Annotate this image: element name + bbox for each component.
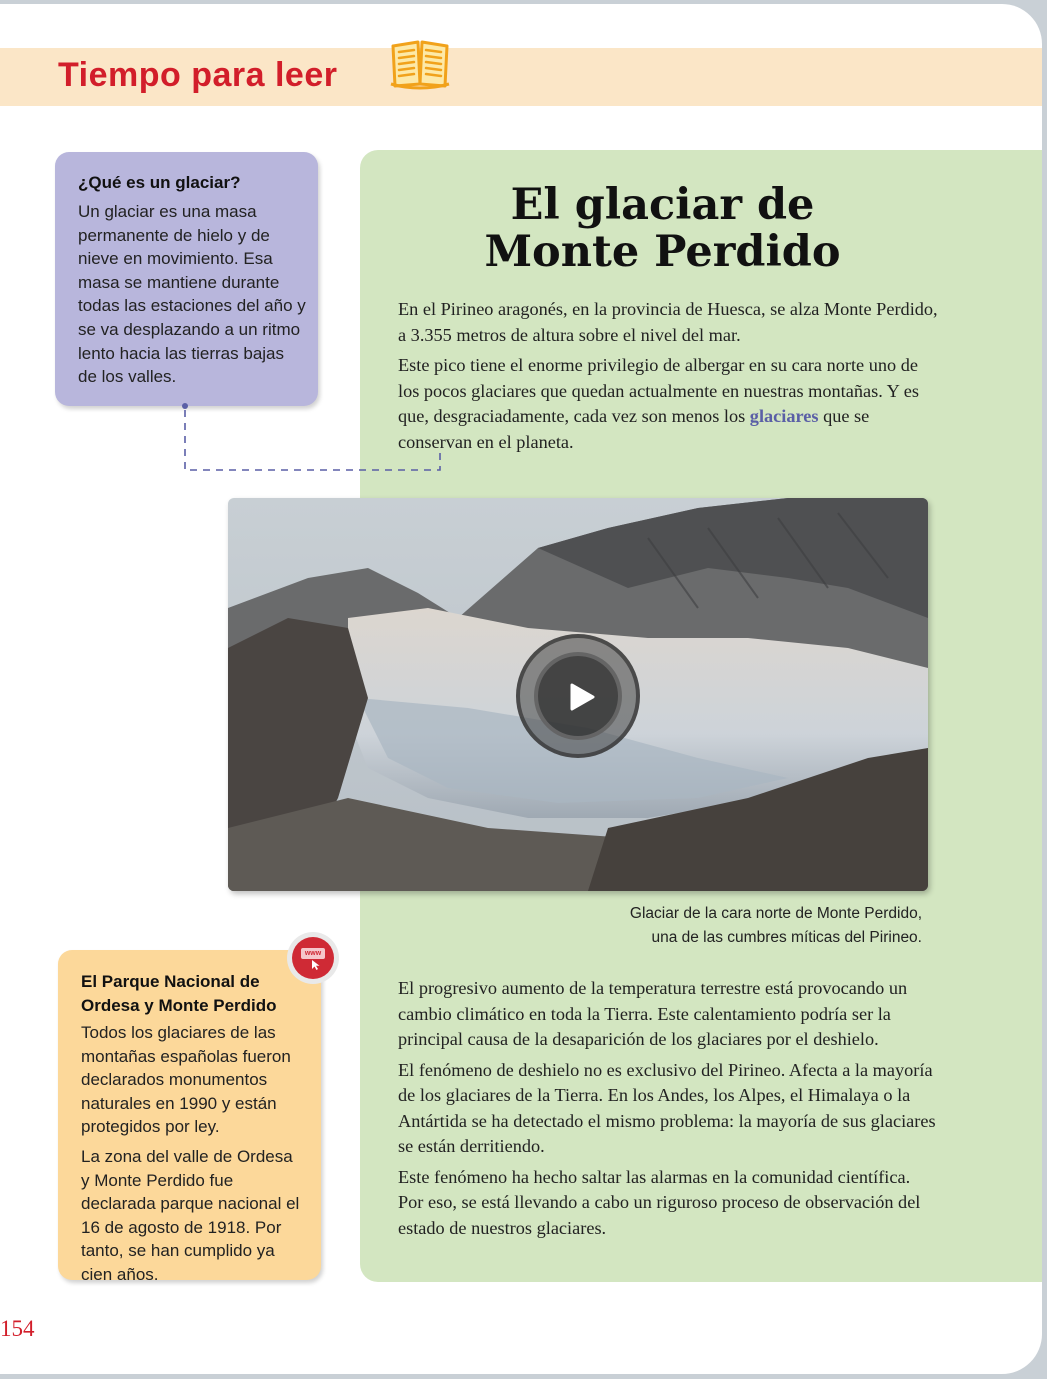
glossary-box — [55, 152, 318, 406]
caption-line-2: una de las cumbres míticas del Pirineo. — [651, 928, 922, 946]
section-title: Tiempo para leer — [58, 56, 338, 94]
intro-paragraph-2-tail: que se conservan en el planeta. — [398, 406, 870, 452]
intro-text — [398, 297, 938, 455]
body-paragraph-2: El fenómeno de deshielo no es exclusivo del Pirineo. Afecta a la mayoría de los glaciares de la Tierra. En los Andes, los Alpes, el Himalaya o la Antártida se ha detectado el mismo problema: la mayoría de sus glaciares se están derritiendo. — [398, 1059, 936, 1156]
info-box-paragraph-1: Todos los glaciares de las montañas españolas fueron declarados monumentos naturales en 1990 y están protegidos por ley. — [81, 1023, 291, 1137]
web-link-button[interactable] — [287, 932, 339, 984]
book-icon — [389, 36, 451, 92]
article-title-line2: Monte Perdido — [484, 227, 841, 277]
web-label: www — [301, 948, 325, 959]
article-title — [440, 182, 885, 276]
video-caption — [630, 902, 922, 949]
body-paragraph-3: Este fenómeno ha hecho saltar las alarmas en la comunidad científica. Por eso, se está llevando a cabo un riguroso proceso de observación del estado de nuestros glaciares. — [398, 1166, 921, 1238]
page — [0, 4, 1042, 1374]
play-icon — [566, 682, 596, 712]
glossary-connector — [180, 402, 450, 476]
page-number: 154 — [0, 1316, 35, 1341]
intro-paragraph-1: En el Pirineo aragonés, en la provincia de Huesca, se alza Monte Perdido, a 3.355 metros de altura sobre el nivel del mar. — [398, 299, 938, 345]
info-box-paragraph-2: La zona del valle de Ordesa y Monte Perdido fue declarada parque nacional el 16 de agosto de 1918. Por tanto, se han cumplido ya cien años. — [81, 1147, 300, 1284]
info-box-title: El Parque Nacional de Ordesa y Monte Perdido — [81, 972, 277, 1015]
intro-paragraph-2 — [398, 353, 938, 455]
web-link-icon — [292, 937, 334, 979]
info-box — [58, 950, 321, 1284]
glossary-box-title: ¿Qué es un glaciar? — [78, 173, 241, 192]
body-paragraph-1: El progresivo aumento de la temperatura terrestre está provocando un cambio climático en toda la Tierra. Este calentamiento podría ser la principal causa de la desaparición de los glaciares por el deshielo. — [398, 978, 908, 1049]
caption-line-1: Glaciar de la cara norte de Monte Perdido, — [629, 905, 922, 922]
glossary-link[interactable]: glaciares — [749, 406, 819, 426]
article-title-line1: El glaciar de — [510, 180, 815, 230]
play-button[interactable] — [516, 634, 640, 758]
intro-paragraph-2-text: Este pico tiene el enorme privilegio de albergar en su cara norte uno de los pocos glaciares que quedan actualmente en nuestras montañas. Y es que, desgraciadamente, cada vez son menos los — [398, 355, 920, 426]
body-text — [398, 976, 938, 1241]
glossary-box-text: Un glaciar es una masa permanente de hielo y de nieve en movimiento. Esa masa se mantiene durante todas las estaciones del año y se va desplazando a un ritmo lento hacia las tierras bajas de los valles. — [78, 202, 306, 387]
cursor-icon — [311, 959, 321, 971]
video-player[interactable] — [228, 498, 928, 891]
